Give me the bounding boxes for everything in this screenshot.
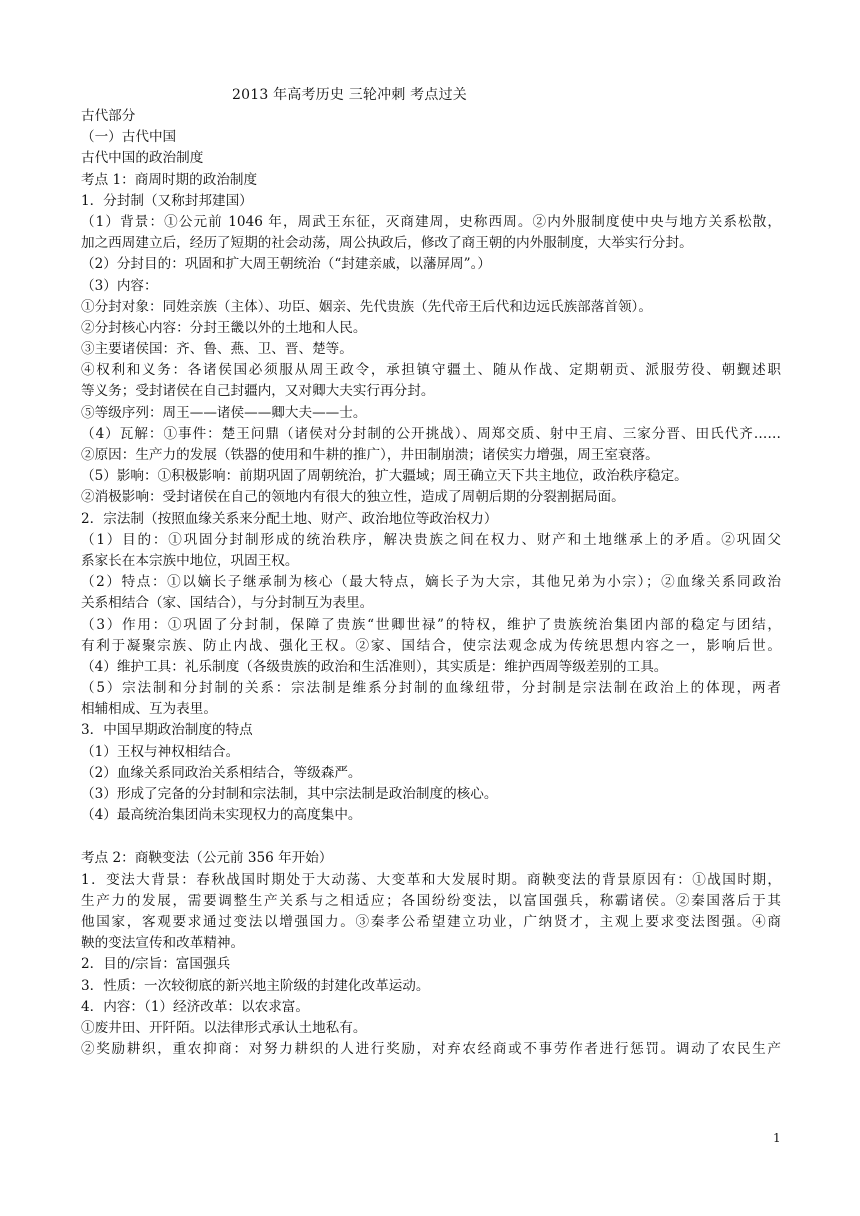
text-line: ④权利和义务：各诸侯国必须服从周王政令，承担镇守疆土、随从作战、定期朝贡、派服劳役、朝觐述职 [81,362,781,379]
text-line: （4）最高统治集团尚未实现权力的高度集中。 [81,807,362,824]
text-line: 他国家，客观要求通过变法以增强国力。③秦孝公希望建立功业，广纳贤才，主观上要求变法图强。④商 [81,913,781,930]
text-line: （5）宗法制和分封制的关系：宗法制是维系分封制的血缘纽带，分封制是宗法制在政治上的体现，两者 [81,680,781,697]
document-body [81,106,781,1060]
text-line: （3）作用：①巩固了分封制，保障了贵族“世卿世禄”的特权，维护了贵族统治集团内部的稳定与团结， [81,616,781,633]
text-line: （4）维护工具：礼乐制度（各级贵族的政治和生活准则），其实质是：维护西周等级差别的工具。 [81,658,668,675]
text-line: （2）特点：①以嫡长子继承制为核心（最大特点，嫡长子为大宗，其他兄弟为小宗）；②血缘关系同政治 [81,574,781,591]
subsection-heading: （一）古代中国 [81,129,177,146]
item-heading: 2．目的/宗旨：富国强兵 [81,956,231,973]
document-title: 2013 年高考历史 三轮冲刺 考点过关 [232,87,467,103]
item-heading: 3．性质：一次较彻底的新兴地主阶级的封建化改革运动。 [81,977,430,994]
text-line: ②奖励耕织，重农抑商：对努力耕织的人进行奖励，对弃农经商或不事劳作者进行惩罚。调动了农民生产 [81,1041,781,1058]
text-line: （1）目的：①巩固分封制形成的统治秩序，解决贵族之间在权力、财产和土地继承上的矛盾。②巩固父 [81,531,781,548]
blank-line [81,826,781,848]
text-line: （4）瓦解：①事件：楚王问鼎（诸侯对分封制的公开挑战）、周郑交质、射中王肩、三家分晋、田氏代齐…… [81,425,781,442]
text-line: ①分封对象：同姓亲族（主体）、功臣、姻亲、先代贵族（先代帝王后代和边远氏族部落首领）。 [81,298,652,315]
text-line: 相辅相成、互为表里。 [81,701,217,718]
text-line: （5）影响：①积极影响：前期巩固了周朝统治，扩大疆域；周王确立天下共主地位，政治秩序稳定。 [81,468,688,485]
text-line: （3）形成了完备的分封制和宗法制，其中宗法制是政治制度的核心。 [81,786,498,802]
item-heading: 4．内容：（1）经济改革：以农求富。 [81,998,309,1015]
point-heading: 考点 2：商鞅变法（公元前 356 年开始） [81,850,333,867]
item-heading: 2．宗法制（按照血缘关系来分配土地、财产、政治地位等政治权力） [81,510,498,527]
text-line: ③主要诸侯国：齐、鲁、燕、卫、晋、楚等。 [81,341,353,358]
text-line: （1）背景：①公元前 1046 年，周武王东征，灭商建周，史称西周。②内外服制度使中央与地方关系松散， [81,213,781,230]
text-line: （3）内容： [81,277,158,294]
text-line: （2）分封目的：巩固和扩大周王朝统治（“封建亲戚，以藩屏周”。） [81,256,491,273]
text-line: 关系相结合（家、国结合），与分封制互为表里。 [81,595,374,612]
text-line: （2）血缘关系同政治关系相结合，等级森严。 [81,764,362,781]
page-number: 1 [773,1131,781,1145]
text-line: ②消极影响：受封诸侯在自己的领地内有很大的独立性，造成了周朝后期的分裂割据局面。 [81,489,625,506]
text-line: ①废井田、开阡陌。以法律形式承认土地私有。 [81,1019,367,1036]
text-line: 系家长在本宗族中地位，巩固王权。 [81,552,299,569]
section-heading: 古代部分 [81,108,136,124]
text-line: （1）王权与神权相结合。 [81,743,240,760]
point-heading: 考点 1：商周时期的政治制度 [81,171,258,188]
text-line: 1．变法大背景：春秋战国时期处于大动荡、大变革和大发展时期。商鞅变法的背景原因有：①战国时期， [81,871,781,888]
text-line: ⑤等级序列：周王——诸侯——卿大夫——士。 [81,404,367,421]
item-heading: 1．分封制（又称封邦建国） [81,192,253,209]
item-heading: 3．中国早期政治制度的特点 [81,722,253,739]
text-line: ②原因：生产力的发展（铁器的使用和牛耕的推广），井田制崩溃；诸侯实力增强，周王室衰落。 [81,447,659,463]
text-line: 有利于凝聚宗族、防止内战、强化王权。②家、国结合，使宗法观念成为传统思想内容之一，影响后世。 [81,637,781,654]
text-line: 等义务；受封诸侯在自己封疆内，又对卿大夫实行再分封。 [81,383,435,400]
text-line: 鞅的变法宣传和改革精神。 [81,935,245,952]
text-line: 生产力的发展，需要调整生产关系与之相适应；各国纷纷变法，以富国强兵，称霸诸侯。②秦国落后于其 [81,892,781,909]
topic-heading: 古代中国的政治制度 [81,150,204,167]
text-line: ②分封核心内容：分封王畿以外的土地和人民。 [81,319,367,336]
text-line: 加之西周建立后，经历了短期的社会动荡，周公执政后，修改了商王朝的内外服制度，大举实行分封。 [81,235,693,252]
